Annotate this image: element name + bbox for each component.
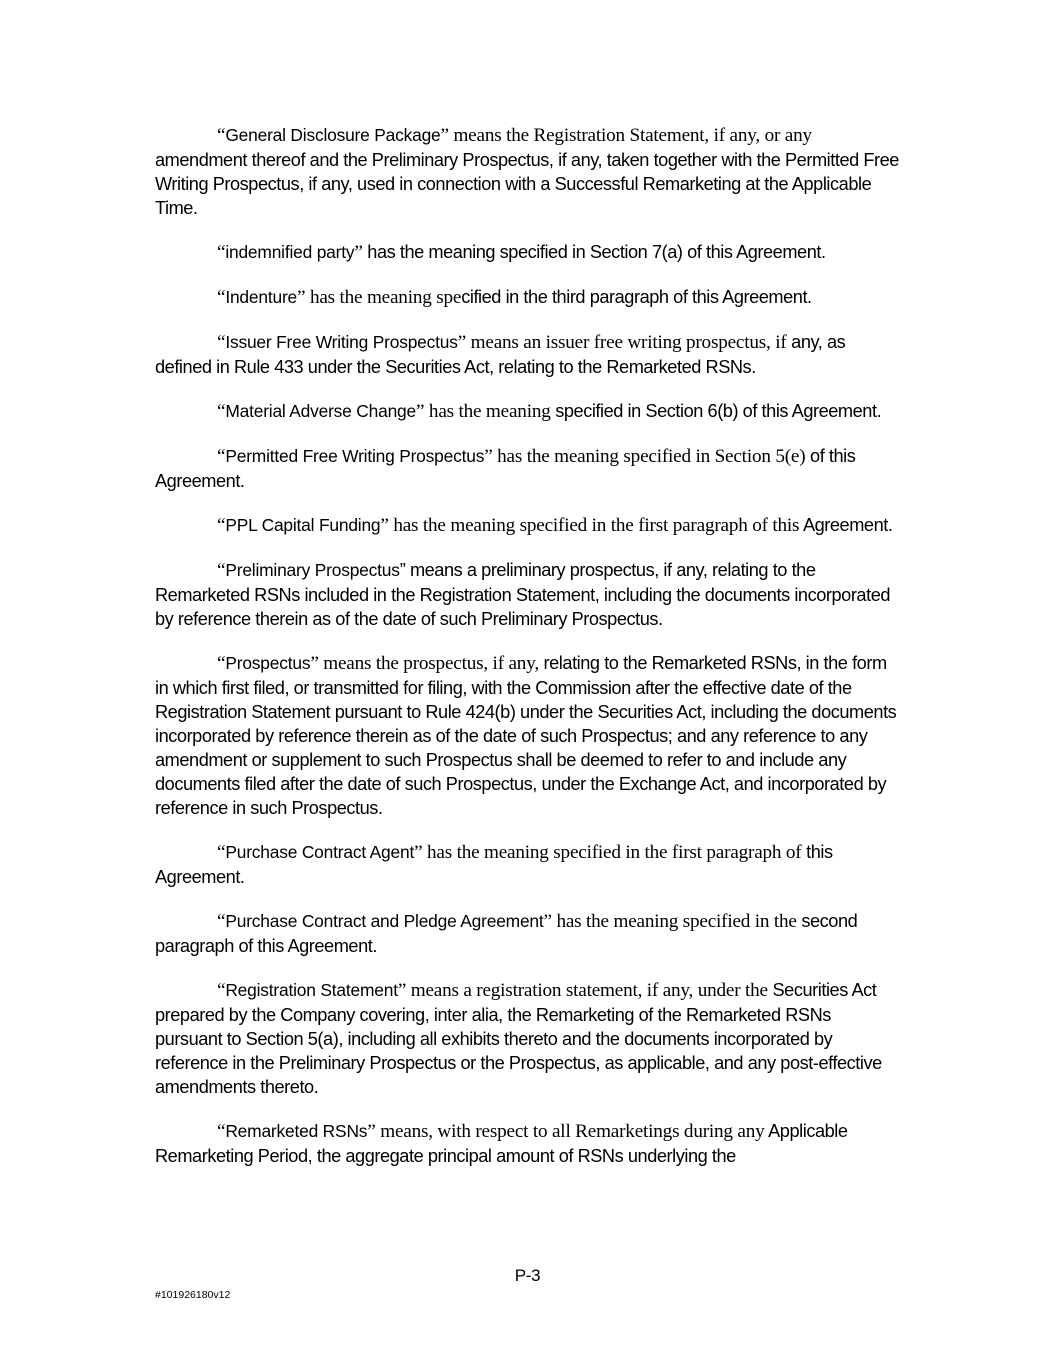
- defined-term: PPL Capital Funding: [225, 515, 381, 535]
- defined-term: Indenture: [225, 287, 298, 307]
- definition-material-adverse-change: “Material Adverse Change” has the meaning specified in Section 6(b) of this Agreement.: [217, 401, 882, 422]
- definition-purchase-contract-agent: “Purchase Contract Agent” has the meaning specified in the first paragraph of this Agreement.: [155, 842, 833, 887]
- defined-term: indemnified party: [225, 242, 355, 262]
- defined-term: Issuer Free Writing Prospectus: [225, 332, 458, 352]
- definition-registration-statement: “Registration Statement” means a registration statement, if any, under the Securities Act prepared by the Company covering, inter alia, the Remarketing of the Remarketed RSNs pursuant to Section 5(a), including all exhibits thereto and the documents incorporated by reference in the Preliminary Prospectus or the Prospectus, as applicable, and any post-effective amendments thereto.: [155, 980, 882, 1097]
- definition-indemnified-party: “indemnified party” has the meaning specified in Section 7(a) of this Agreement.: [217, 242, 826, 263]
- defined-term: Material Adverse Change: [225, 401, 416, 421]
- definition-general-disclosure-package: “General Disclosure Package” means the Registration Statement, if any, or any amendment thereof and the Preliminary Prospectus, if any, taken together with the Permitted Free Writing Prospectus, if any, used in connection with a Successful Remarketing at the Applicable Time.: [155, 125, 899, 218]
- definition-prospectus: “Prospectus” means the prospectus, if any, relating to the Remarketed RSNs, in the form in which first filed, or transmitted for filing, with the Commission after the effective date of the Registration Statement pursuant to Rule 424(b) under the Securities Act, including the documents incorporated by reference therein as of the date of such Prospectus; and any reference to any amendment or supplement to such Prospectus shall be deemed to refer to and include any documents filed after the date of such Prospectus, under the Exchange Act, and incorporated by reference in such Prospectus.: [155, 653, 897, 818]
- definition-issuer-free-writing-prospectus: “Issuer Free Writing Prospectus” means an issuer free writing prospectus, if any, as defined in Rule 433 under the Securities Act, relating to the Remarketed RSNs.: [155, 332, 846, 377]
- definition-remarketed-rsns: “Remarketed RSNs” means, with respect to all Remarketings during any Applicable Remarketing Period, the aggregate principal amount of RSNs underlying the: [155, 1121, 848, 1166]
- defined-term: Permitted Free Writing Prospectus: [225, 446, 485, 466]
- defined-term: Prospectus: [225, 653, 311, 673]
- document-id: #101926180v12: [155, 1289, 231, 1301]
- definition-indenture: “Indenture” has the meaning specified in the third paragraph of this Agreement.: [217, 287, 812, 308]
- defined-term: Remarketed RSNs: [225, 1121, 368, 1141]
- defined-term: Purchase Contract and Pledge Agreement: [225, 911, 544, 931]
- defined-term: General Disclosure Package: [225, 125, 441, 145]
- defined-term: Registration Statement: [225, 980, 398, 1000]
- page-number: P-3: [514, 1266, 541, 1285]
- definition-purchase-contract-and-pledge-agreement: “Purchase Contract and Pledge Agreement” has the meaning specified in the second paragraph of this Agreement.: [155, 911, 858, 956]
- definition-ppl-capital-funding: “PPL Capital Funding” has the meaning specified in the first paragraph of this Agreement.: [217, 515, 893, 536]
- defined-term: Preliminary Prospectus: [225, 560, 400, 580]
- definition-permitted-free-writing-prospectus: “Permitted Free Writing Prospectus” has the meaning specified in Section 5(e) of this Agreement.: [155, 446, 856, 491]
- defined-term: Purchase Contract Agent: [225, 842, 415, 862]
- definition-preliminary-prospectus: “Preliminary Prospectus” means a preliminary prospectus, if any, relating to the Remarketed RSNs included in the Registration Statement, including the documents incorporated by reference therein as of the date of such Preliminary Prospectus.: [155, 560, 891, 629]
- document-body: [155, 123, 900, 1168]
